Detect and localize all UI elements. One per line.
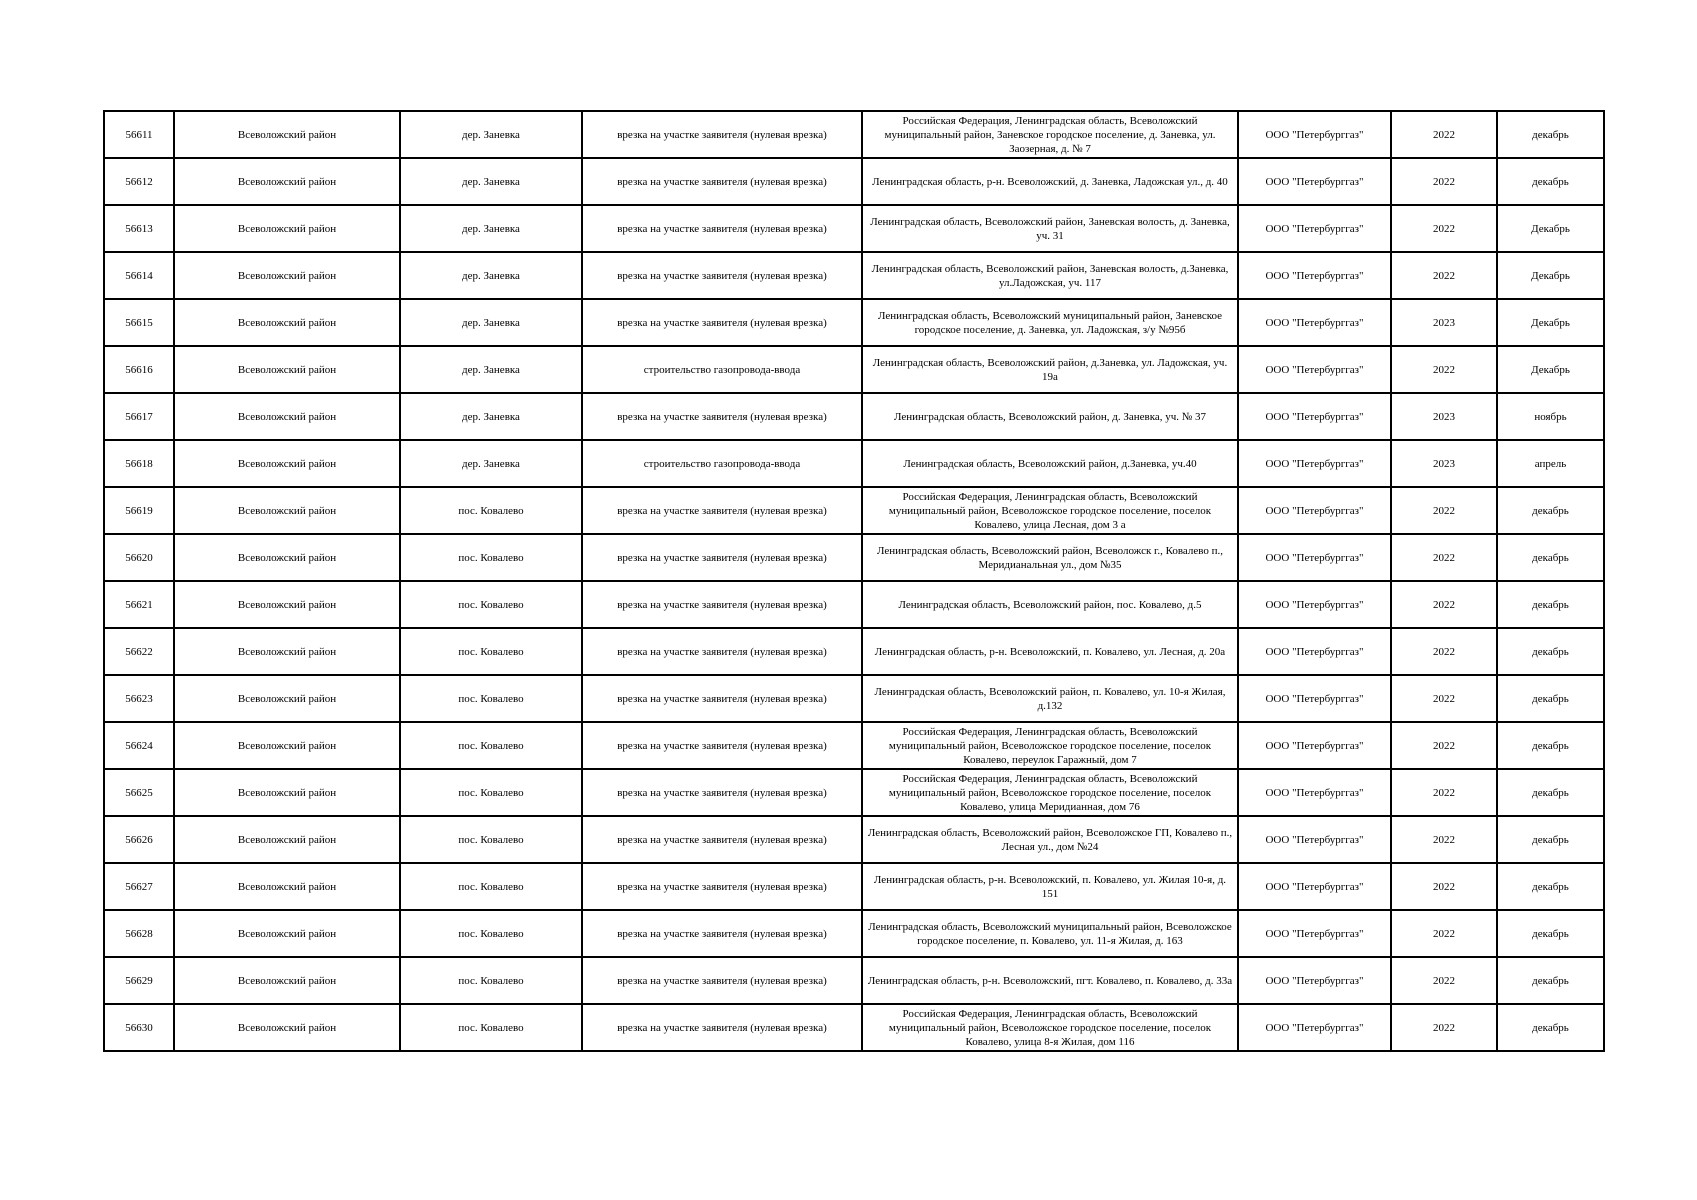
cell-year: 2022 <box>1391 722 1497 769</box>
cell-locality: пос. Ковалево <box>400 675 582 722</box>
cell-month: декабрь <box>1497 158 1604 205</box>
cell-month: апрель <box>1497 440 1604 487</box>
cell-organization: ООО "Петербурггаз" <box>1238 346 1391 393</box>
table-row <box>104 440 1604 487</box>
cell-id: 56612 <box>104 158 174 205</box>
cell-district: Всеволожский район <box>174 863 400 910</box>
cell-id: 56614 <box>104 252 174 299</box>
table-row <box>104 675 1604 722</box>
cell-locality: пос. Ковалево <box>400 581 582 628</box>
cell-district: Всеволожский район <box>174 158 400 205</box>
cell-address: Ленинградская область, Всеволожский район, д. Заневка, уч. № 37 <box>862 393 1238 440</box>
cell-work-type: врезка на участке заявителя (нулевая врезка) <box>582 628 862 675</box>
cell-locality: дер. Заневка <box>400 252 582 299</box>
cell-id: 56622 <box>104 628 174 675</box>
cell-organization: ООО "Петербурггаз" <box>1238 111 1391 158</box>
cell-year: 2023 <box>1391 440 1497 487</box>
cell-work-type: врезка на участке заявителя (нулевая врезка) <box>582 158 862 205</box>
cell-locality: пос. Ковалево <box>400 816 582 863</box>
cell-address: Ленинградская область, Всеволожский район, пос. Ковалево, д.5 <box>862 581 1238 628</box>
cell-id: 56619 <box>104 487 174 534</box>
cell-organization: ООО "Петербурггаз" <box>1238 816 1391 863</box>
cell-id: 56615 <box>104 299 174 346</box>
cell-year: 2023 <box>1391 393 1497 440</box>
cell-month: декабрь <box>1497 675 1604 722</box>
cell-organization: ООО "Петербурггаз" <box>1238 205 1391 252</box>
table-row <box>104 534 1604 581</box>
cell-id: 56611 <box>104 111 174 158</box>
cell-address: Российская Федерация, Ленинградская область, Всеволожский муниципальный район, Всеволожское городское поселение, поселок Ковалево, улица Меридианная, дом 76 <box>862 769 1238 816</box>
cell-work-type: врезка на участке заявителя (нулевая врезка) <box>582 675 862 722</box>
table-row <box>104 957 1604 1004</box>
table-row <box>104 816 1604 863</box>
cell-month: Декабрь <box>1497 205 1604 252</box>
cell-district: Всеволожский район <box>174 440 400 487</box>
cell-district: Всеволожский район <box>174 205 400 252</box>
cell-district: Всеволожский район <box>174 487 400 534</box>
cell-month: ноябрь <box>1497 393 1604 440</box>
table-row <box>104 111 1604 158</box>
cell-district: Всеволожский район <box>174 675 400 722</box>
cell-district: Всеволожский район <box>174 111 400 158</box>
cell-work-type: врезка на участке заявителя (нулевая врезка) <box>582 393 862 440</box>
table-row <box>104 581 1604 628</box>
cell-id: 56629 <box>104 957 174 1004</box>
cell-year: 2023 <box>1391 299 1497 346</box>
cell-work-type: врезка на участке заявителя (нулевая врезка) <box>582 769 862 816</box>
cell-year: 2022 <box>1391 863 1497 910</box>
table-row <box>104 1004 1604 1051</box>
cell-id: 56626 <box>104 816 174 863</box>
table-row <box>104 346 1604 393</box>
cell-address: Ленинградская область, Всеволожский район, д.Заневка, ул. Ладожская, уч. 19а <box>862 346 1238 393</box>
cell-locality: дер. Заневка <box>400 158 582 205</box>
cell-address: Российская Федерация, Ленинградская область, Всеволожский муниципальный район, Заневское городское поселение, д. Заневка, ул. Заозерная, д. № 7 <box>862 111 1238 158</box>
cell-locality: пос. Ковалево <box>400 957 582 1004</box>
cell-year: 2022 <box>1391 910 1497 957</box>
cell-locality: пос. Ковалево <box>400 863 582 910</box>
cell-organization: ООО "Петербурггаз" <box>1238 910 1391 957</box>
cell-month: декабрь <box>1497 628 1604 675</box>
cell-year: 2022 <box>1391 675 1497 722</box>
cell-locality: дер. Заневка <box>400 346 582 393</box>
cell-month: декабрь <box>1497 910 1604 957</box>
cell-year: 2022 <box>1391 957 1497 1004</box>
cell-year: 2022 <box>1391 769 1497 816</box>
cell-work-type: врезка на участке заявителя (нулевая врезка) <box>582 581 862 628</box>
cell-month: Декабрь <box>1497 299 1604 346</box>
cell-district: Всеволожский район <box>174 1004 400 1051</box>
table-body <box>104 111 1604 1051</box>
cell-organization: ООО "Петербурггаз" <box>1238 252 1391 299</box>
cell-id: 56630 <box>104 1004 174 1051</box>
cell-locality: пос. Ковалево <box>400 628 582 675</box>
cell-district: Всеволожский район <box>174 769 400 816</box>
cell-month: Декабрь <box>1497 346 1604 393</box>
cell-district: Всеволожский район <box>174 628 400 675</box>
cell-year: 2022 <box>1391 252 1497 299</box>
cell-locality: пос. Ковалево <box>400 769 582 816</box>
cell-year: 2022 <box>1391 487 1497 534</box>
cell-address: Российская Федерация, Ленинградская область, Всеволожский муниципальный район, Всеволожское городское поселение, поселок Ковалево, переулок Гаражный, дом 7 <box>862 722 1238 769</box>
cell-id: 56627 <box>104 863 174 910</box>
cell-month: декабрь <box>1497 769 1604 816</box>
cell-organization: ООО "Петербурггаз" <box>1238 534 1391 581</box>
cell-address: Ленинградская область, Всеволожский район, п. Ковалево, ул. 10-я Жилая, д.132 <box>862 675 1238 722</box>
cell-address: Российская Федерация, Ленинградская область, Всеволожский муниципальный район, Всеволожское городское поселение, поселок Ковалево, улица 8-я Жилая, дом 116 <box>862 1004 1238 1051</box>
cell-organization: ООО "Петербурггаз" <box>1238 440 1391 487</box>
cell-address: Ленинградская область, Всеволожский район, Всеволожское ГП, Ковалево п., Лесная ул., дом №24 <box>862 816 1238 863</box>
cell-district: Всеволожский район <box>174 252 400 299</box>
table-row <box>104 252 1604 299</box>
cell-locality: дер. Заневка <box>400 205 582 252</box>
cell-address: Ленинградская область, р-н. Всеволожский, п. Ковалево, ул. Лесная, д. 20а <box>862 628 1238 675</box>
cell-work-type: врезка на участке заявителя (нулевая врезка) <box>582 722 862 769</box>
table-row <box>104 910 1604 957</box>
cell-id: 56621 <box>104 581 174 628</box>
cell-work-type: врезка на участке заявителя (нулевая врезка) <box>582 957 862 1004</box>
cell-locality: дер. Заневка <box>400 299 582 346</box>
cell-year: 2022 <box>1391 1004 1497 1051</box>
cell-id: 56624 <box>104 722 174 769</box>
cell-month: декабрь <box>1497 863 1604 910</box>
cell-month: декабрь <box>1497 487 1604 534</box>
cell-year: 2022 <box>1391 346 1497 393</box>
cell-work-type: врезка на участке заявителя (нулевая врезка) <box>582 910 862 957</box>
cell-id: 56620 <box>104 534 174 581</box>
cell-locality: пос. Ковалево <box>400 534 582 581</box>
cell-year: 2022 <box>1391 205 1497 252</box>
cell-id: 56625 <box>104 769 174 816</box>
cell-month: декабрь <box>1497 1004 1604 1051</box>
table-row <box>104 769 1604 816</box>
cell-organization: ООО "Петербурггаз" <box>1238 393 1391 440</box>
cell-locality: дер. Заневка <box>400 393 582 440</box>
cell-locality: пос. Ковалево <box>400 910 582 957</box>
cell-organization: ООО "Петербурггаз" <box>1238 675 1391 722</box>
cell-locality: дер. Заневка <box>400 440 582 487</box>
cell-year: 2022 <box>1391 111 1497 158</box>
cell-organization: ООО "Петербурггаз" <box>1238 863 1391 910</box>
cell-work-type: врезка на участке заявителя (нулевая врезка) <box>582 205 862 252</box>
table-row <box>104 628 1604 675</box>
cell-work-type: врезка на участке заявителя (нулевая врезка) <box>582 299 862 346</box>
cell-district: Всеволожский район <box>174 722 400 769</box>
cell-organization: ООО "Петербурггаз" <box>1238 299 1391 346</box>
cell-district: Всеволожский район <box>174 299 400 346</box>
table-row <box>104 158 1604 205</box>
cell-locality: пос. Ковалево <box>400 487 582 534</box>
cell-organization: ООО "Петербурггаз" <box>1238 628 1391 675</box>
cell-address: Российская Федерация, Ленинградская область, Всеволожский муниципальный район, Всеволожское городское поселение, поселок Ковалево, улица Лесная, дом 3 а <box>862 487 1238 534</box>
cell-district: Всеволожский район <box>174 910 400 957</box>
table-row <box>104 722 1604 769</box>
cell-locality: пос. Ковалево <box>400 1004 582 1051</box>
cell-work-type: врезка на участке заявителя (нулевая врезка) <box>582 863 862 910</box>
table-row <box>104 393 1604 440</box>
cell-month: декабрь <box>1497 111 1604 158</box>
cell-address: Ленинградская область, Всеволожский муниципальный район, Всеволожское городское поселение, п. Ковалево, ул. 11-я Жилая, д. 163 <box>862 910 1238 957</box>
cell-district: Всеволожский район <box>174 534 400 581</box>
cell-work-type: врезка на участке заявителя (нулевая врезка) <box>582 111 862 158</box>
cell-work-type: врезка на участке заявителя (нулевая врезка) <box>582 534 862 581</box>
cell-district: Всеволожский район <box>174 581 400 628</box>
cell-year: 2022 <box>1391 534 1497 581</box>
cell-address: Ленинградская область, Всеволожский муниципальный район, Заневское городское поселение, д. Заневка, ул. Ладожская, з/у №95б <box>862 299 1238 346</box>
cell-address: Ленинградская область, р-н. Всеволожский, пгт. Ковалево, п. Ковалево, д. 33а <box>862 957 1238 1004</box>
cell-month: декабрь <box>1497 816 1604 863</box>
cell-organization: ООО "Петербурггаз" <box>1238 487 1391 534</box>
cell-month: декабрь <box>1497 534 1604 581</box>
cell-address: Ленинградская область, Всеволожский район, Заневская волость, д.Заневка, ул.Ладожская, уч. 117 <box>862 252 1238 299</box>
cell-district: Всеволожский район <box>174 393 400 440</box>
cell-month: Декабрь <box>1497 252 1604 299</box>
cell-work-type: строительство газопровода-ввода <box>582 440 862 487</box>
cell-id: 56618 <box>104 440 174 487</box>
cell-address: Ленинградская область, Всеволожский район, д.Заневка, уч.40 <box>862 440 1238 487</box>
cell-id: 56628 <box>104 910 174 957</box>
cell-work-type: врезка на участке заявителя (нулевая врезка) <box>582 487 862 534</box>
cell-month: декабрь <box>1497 581 1604 628</box>
cell-work-type: врезка на участке заявителя (нулевая врезка) <box>582 1004 862 1051</box>
cell-address: Ленинградская область, Всеволожский район, Всеволожск г., Ковалево п., Меридианальная ул., дом №35 <box>862 534 1238 581</box>
cell-id: 56616 <box>104 346 174 393</box>
table-row <box>104 299 1604 346</box>
cell-organization: ООО "Петербурггаз" <box>1238 722 1391 769</box>
table-row <box>104 487 1604 534</box>
cell-year: 2022 <box>1391 158 1497 205</box>
table-row <box>104 205 1604 252</box>
cell-locality: пос. Ковалево <box>400 722 582 769</box>
cell-organization: ООО "Петербурггаз" <box>1238 1004 1391 1051</box>
table-row <box>104 863 1604 910</box>
cell-locality: дер. Заневка <box>400 111 582 158</box>
cell-id: 56617 <box>104 393 174 440</box>
cell-organization: ООО "Петербурггаз" <box>1238 158 1391 205</box>
cell-organization: ООО "Петербурггаз" <box>1238 581 1391 628</box>
cell-id: 56623 <box>104 675 174 722</box>
cell-month: декабрь <box>1497 722 1604 769</box>
cell-district: Всеволожский район <box>174 346 400 393</box>
gasification-schedule-table <box>103 110 1605 1052</box>
cell-year: 2022 <box>1391 816 1497 863</box>
cell-district: Всеволожский район <box>174 957 400 1004</box>
cell-work-type: врезка на участке заявителя (нулевая врезка) <box>582 816 862 863</box>
cell-month: декабрь <box>1497 957 1604 1004</box>
cell-work-type: врезка на участке заявителя (нулевая врезка) <box>582 252 862 299</box>
cell-address: Ленинградская область, Всеволожский район, Заневская волость, д. Заневка, уч. 31 <box>862 205 1238 252</box>
cell-id: 56613 <box>104 205 174 252</box>
cell-organization: ООО "Петербурггаз" <box>1238 769 1391 816</box>
cell-work-type: строительство газопровода-ввода <box>582 346 862 393</box>
cell-year: 2022 <box>1391 628 1497 675</box>
cell-district: Всеволожский район <box>174 816 400 863</box>
cell-organization: ООО "Петербурггаз" <box>1238 957 1391 1004</box>
cell-year: 2022 <box>1391 581 1497 628</box>
cell-address: Ленинградская область, р-н. Всеволожский, п. Ковалево, ул. Жилая 10-я, д. 151 <box>862 863 1238 910</box>
cell-address: Ленинградская область, р-н. Всеволожский, д. Заневка, Ладожская ул., д. 40 <box>862 158 1238 205</box>
